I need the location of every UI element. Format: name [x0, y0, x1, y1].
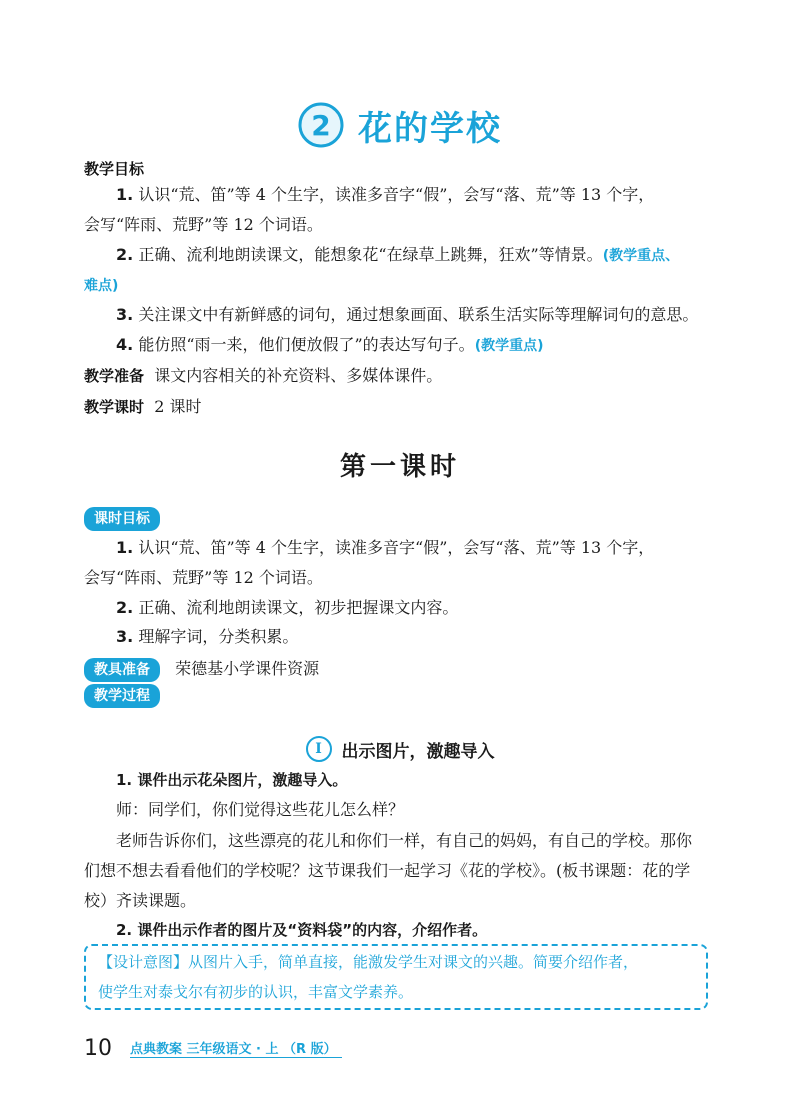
footer-underline — [130, 1057, 342, 1058]
objective-4: 4. 能仿照“雨一来，他们便放假了”的表达写句子。(教学重点) — [116, 335, 544, 354]
paragraph-line-2: 们想不想去看看他们的学校呢？这节课我们一起学习《花的学校》。(板书课题：花的学 — [84, 861, 691, 880]
objective-2-line2: 难点) — [84, 278, 119, 294]
page-number: 10 — [84, 1036, 112, 1061]
teaching-periods: 教学课时 2 课时 — [84, 397, 202, 416]
step-1-sub1: 1. 课件出示花朵图片，激趣导入。 — [116, 771, 348, 789]
lesson-number: 2 — [311, 109, 331, 142]
objective-1-line2: 会写“阵雨、荒野”等 12 个词语。 — [84, 215, 323, 234]
design-intent-line2: 使学生对泰戈尔有初步的认识，丰富文学素养。 — [98, 983, 414, 1001]
period-goals-pill: 课时目标 — [84, 507, 160, 531]
tools-pill: 教具准备 — [84, 658, 160, 682]
circle-badge-icon — [298, 102, 344, 148]
teaching-preparation: 教学准备 课文内容相关的补充资料、多媒体课件。 — [84, 366, 443, 385]
tools-row — [84, 654, 319, 684]
lesson-number-badge — [298, 102, 344, 148]
section-title: 第一课时 — [339, 452, 460, 482]
tools-text: 荣德基小学课件资源 — [175, 659, 320, 678]
roman-numeral-icon: I — [306, 736, 332, 762]
period-goal-2: 2. 正确、流利地朗读课文，初步把握课文内容。 — [116, 598, 459, 617]
step-1-title: 出示图片，激趣导入 — [341, 741, 495, 762]
objective-1-line1: 1. 认识“荒、笛”等 4 个生字，读准多音字“假”，会写“落、荒”等 13 个字， — [116, 185, 655, 204]
process-pill: 教学过程 — [84, 684, 160, 708]
step-1-sub2: 2. 课件出示作者的图片及“资料袋”的内容，介绍作者。 — [116, 921, 488, 939]
lesson-title — [0, 100, 800, 150]
step-1-heading — [0, 736, 800, 762]
key-point-note: (教学重点、 — [602, 248, 680, 264]
objective-3: 3. 关注课文中有新鲜感的词句，通过想象画面、联系生活实际等理解词句的意思。 — [116, 305, 699, 324]
footer-book-title: 点典教案 三年级语文 · 上 （R 版） — [130, 1042, 337, 1057]
design-intent-line1: 【设计意图】从图片入手，简单直接，能激发学生对课文的兴趣。简要介绍作者， — [98, 953, 639, 971]
design-intent-box — [84, 944, 708, 1010]
period-goal-3: 3. 理解字词，分类积累。 — [116, 627, 299, 646]
key-point-note: (教学重点) — [474, 338, 544, 354]
period-goal-1-line2: 会写“阵雨、荒野”等 12 个词语。 — [84, 568, 323, 587]
lesson-title-text: 花的学校 — [358, 108, 502, 149]
paragraph-line-1: 老师告诉你们，这些漂亮的花儿和你们一样，有自己的妈妈，有自己的学校。那你 — [116, 831, 693, 850]
teacher-question: 师：同学们，你们觉得这些花儿怎么样？ — [116, 800, 405, 819]
objectives-heading: 教学目标 — [84, 160, 145, 178]
period-goal-1-line1: 1. 认识“荒、笛”等 4 个生字，读准多音字“假”，会写“落、荒”等 13 个字， — [116, 538, 655, 557]
objective-2-line1: 2. 正确、流利地朗读课文，能想象花“在绿草上跳舞，狂欢”等情景。(教学重点、 — [116, 245, 680, 264]
paragraph-line-3: 校）齐读课题。 — [84, 891, 197, 910]
